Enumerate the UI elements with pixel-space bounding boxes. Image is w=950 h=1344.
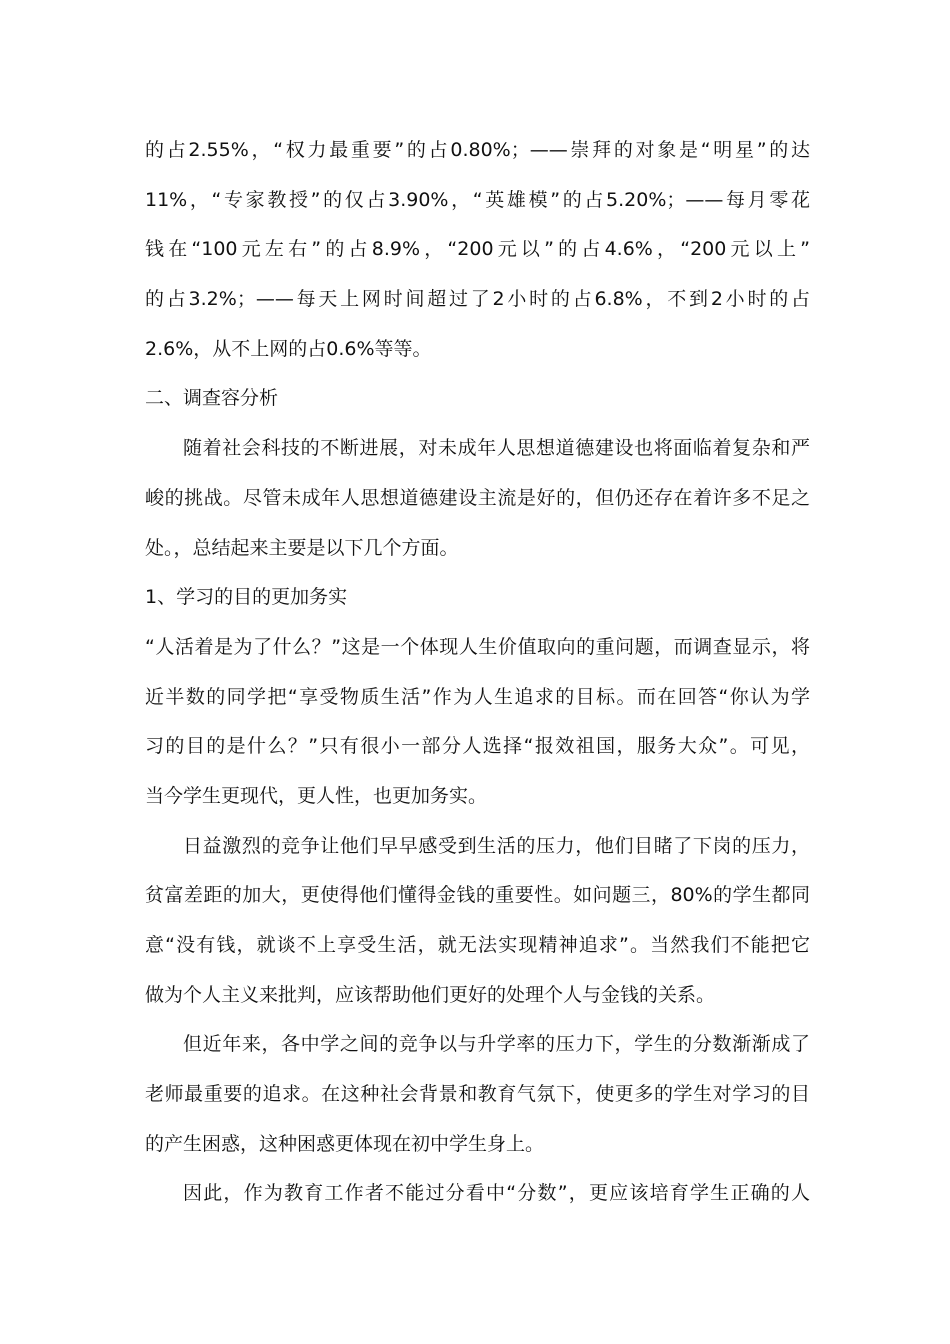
text-line: 2.6%，从不上网的占0.6%等等。 bbox=[145, 337, 432, 360]
text-line: 近半数的同学把“享受物质生活”作为人生追求的目标。而在回答“你认为学 bbox=[145, 685, 810, 708]
text-line: “人活着是为了什么？”这是一个体现人生价值取向的重问题，而调查显示，将 bbox=[145, 635, 810, 658]
text-line: 日益激烈的竞争让他们早早感受到生活的压力，他们目睹了下岗的压力， bbox=[183, 834, 810, 857]
text-line: 但近年来，各中学之间的竞争以与升学率的压力下，学生的分数渐渐成了 bbox=[183, 1033, 810, 1056]
text-line: 贫富差距的加大，更使得他们懂得金钱的重要性。如问题三，80%的学生都同 bbox=[145, 884, 810, 907]
text-line: 11%，“专家教授”的仅占3.90%，“英雄模”的占5.20%；——每月零花 bbox=[145, 188, 810, 211]
text-line: 老师最重要的追求。在这种社会背景和教育气氛下，使更多的学生对学习的目 bbox=[145, 1083, 810, 1106]
text-line: 峻的挑战。尽管未成年人思想道德建设主流是好的，但仍还存在着许多不足之 bbox=[145, 486, 810, 509]
text-line: 二、调查容分析 bbox=[145, 387, 279, 410]
text-line: 做为个人主义来批判，应该帮助他们更好的处理个人与金钱的关系。 bbox=[145, 983, 716, 1006]
text-line: 因此，作为教育工作者不能过分看中“分数”，更应该培育学生正确的人 bbox=[183, 1182, 810, 1205]
text-line: 当今学生更现代，更人性，也更加务实。 bbox=[145, 784, 488, 807]
text-line: 1、学习的目的更加务实 bbox=[145, 586, 348, 609]
text-line: 习的目的是什么？”只有很小一部分人选择“报效祖国，服务大众”。可见， bbox=[145, 735, 810, 758]
text-line: 的产生困惑，这种困惑更体现在初中学生身上。 bbox=[145, 1132, 545, 1155]
text-line: 钱在“100元左右”的占8.9%，“200元以”的占4.6%，“200元以上” bbox=[145, 238, 810, 261]
text-line: 的占2.55%，“权力最重要”的占0.80%；——崇拜的对象是“明星”的达 bbox=[145, 139, 810, 161]
text-line: 随着社会科技的不断进展，对未成年人思想道德建设也将面临着复杂和严 bbox=[183, 437, 810, 460]
text-line: 的占3.2%；——每天上网时间超过了2小时的占6.8%，不到2小时的占 bbox=[145, 288, 810, 311]
text-line: 意“没有钱，就谈不上享受生活，就无法实现精神追求”。当然我们不能把它 bbox=[145, 934, 810, 956]
text-line: 处。，总结起来主要是以下几个方面。 bbox=[145, 536, 459, 559]
document-body bbox=[145, 126, 810, 1219]
